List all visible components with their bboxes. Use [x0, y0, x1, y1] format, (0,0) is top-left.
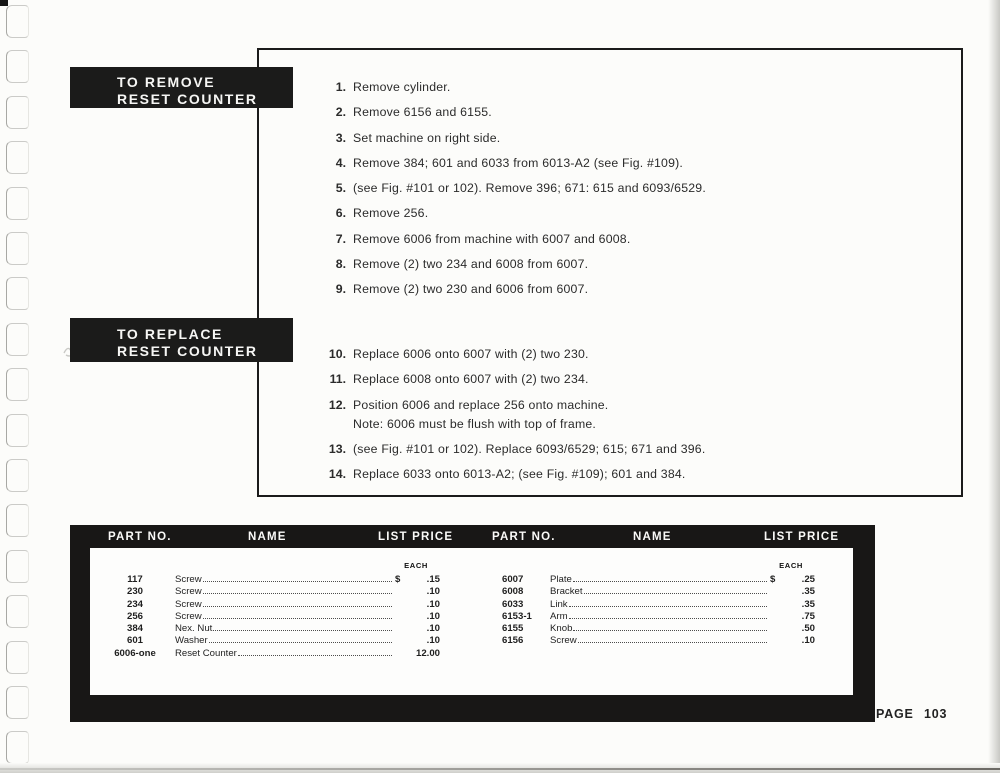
col-header-list-price-right: LIST PRICE	[764, 531, 840, 543]
instruction-step	[325, 282, 945, 296]
table-row	[498, 585, 815, 597]
remove-steps-list	[325, 80, 945, 308]
table-body-panel	[90, 548, 853, 695]
step-text: Replace 6033 onto 6013-A2; (see Fig. #109); 601 and 384.	[353, 467, 686, 482]
binding-holes	[0, 0, 40, 773]
currency-sign: $	[770, 574, 776, 585]
part-name: Washer	[175, 635, 208, 647]
page-edge-line-bottom	[0, 768, 1000, 770]
part-price: .35	[801, 586, 815, 598]
part-price: .10	[426, 598, 440, 610]
instruction-step	[325, 156, 945, 170]
parts-rows-right	[498, 573, 815, 647]
table-row	[498, 622, 815, 634]
step-number: 9.	[335, 282, 346, 297]
instruction-step	[325, 80, 945, 94]
instruction-step	[325, 372, 945, 386]
part-name: Arm	[550, 610, 568, 622]
step-number: 5.	[335, 181, 346, 196]
dot-leader	[573, 573, 767, 582]
dot-leader	[203, 610, 392, 619]
part-name: Screw	[175, 574, 202, 585]
part-number: 6033	[502, 598, 524, 610]
step-number: 3.	[335, 130, 346, 145]
part-price: .10	[426, 586, 440, 598]
step-text: Remove (2) two 230 and 6006 from 6007.	[353, 282, 589, 297]
dot-leader	[584, 585, 767, 594]
binding-hole	[6, 232, 29, 265]
binding-hole	[6, 5, 29, 38]
binding-hole	[6, 459, 29, 492]
binding-hole	[6, 731, 29, 764]
table-row	[95, 622, 440, 634]
step-text: (see Fig. #101 or 102). Replace 6093/6529; 615; 671 and 396.	[353, 442, 706, 457]
instruction-step	[325, 398, 945, 432]
part-number: 6156	[502, 635, 524, 647]
part-number: 230	[126, 586, 143, 598]
part-name: Plate	[550, 574, 572, 585]
dot-leader	[569, 610, 767, 619]
instruction-step	[325, 467, 945, 481]
table-row	[95, 573, 440, 585]
part-price: .10	[426, 623, 440, 635]
step-text: Remove (2) two 234 and 6008 from 6007.	[353, 257, 589, 272]
part-price: .35	[801, 598, 815, 610]
heading-line-2: RESET COUNTER	[117, 91, 258, 107]
step-text: Remove 6006 from machine with 6007 and 6008.	[353, 231, 631, 246]
step-number: 1.	[335, 80, 346, 94]
part-number: 6007	[502, 574, 524, 585]
step-number: 7.	[335, 231, 346, 246]
binding-hole	[6, 187, 29, 220]
binding-hole	[6, 50, 29, 83]
binding-hole	[6, 141, 29, 174]
step-number: 14.	[328, 467, 346, 482]
part-number: 601	[126, 635, 143, 647]
page-edge-shadow-right	[988, 0, 1000, 773]
currency-sign: $	[395, 574, 401, 585]
instruction-step	[325, 347, 945, 361]
part-number: 384	[126, 623, 143, 635]
each-label-right: EACH	[779, 561, 803, 570]
part-name: Knob	[550, 623, 573, 635]
heading-line-1: TO REMOVE	[117, 74, 216, 90]
table-row	[95, 634, 440, 646]
step-text: Remove 6156 and 6155.	[353, 105, 492, 120]
table-row	[498, 573, 815, 585]
part-price: .15	[426, 574, 440, 585]
part-price: .75	[801, 610, 815, 622]
scan-artifact-corner	[0, 0, 8, 6]
instruction-step	[325, 232, 945, 246]
step-text: Position 6006 and replace 256 onto machine.	[353, 397, 609, 412]
binding-hole	[6, 504, 29, 537]
part-number: 117	[127, 574, 143, 585]
binding-hole	[6, 595, 29, 628]
part-number: 6155	[502, 623, 524, 635]
binding-hole	[6, 368, 29, 401]
step-number: 12.	[328, 397, 346, 412]
dot-leader	[203, 598, 392, 607]
part-name: Screw	[175, 610, 202, 622]
step-text: (see Fig. #101 or 102). Remove 396; 671: 615 and 6093/6529.	[353, 181, 706, 196]
part-price: 12.00	[415, 647, 440, 659]
binding-hole	[6, 414, 29, 447]
page-number: PAGE 103	[876, 707, 948, 721]
step-text: Remove 256.	[353, 206, 429, 221]
binding-hole	[6, 277, 29, 310]
step-text: Remove 384; 601 and 6033 from 6013-A2 (see Fig. #109).	[353, 155, 684, 170]
part-price: .10	[426, 610, 440, 622]
part-price: .10	[801, 635, 815, 647]
replace-steps-list	[325, 347, 945, 493]
dot-leader	[203, 585, 392, 594]
step-number: 8.	[335, 257, 346, 272]
dot-leader	[238, 647, 392, 656]
part-number: 6153-1	[502, 610, 532, 622]
table-row	[498, 610, 815, 622]
step-text: Set machine on right side.	[353, 130, 501, 145]
part-name: Reset Counter	[175, 647, 237, 659]
part-name: Screw	[175, 598, 202, 610]
instruction-step	[325, 105, 945, 119]
heading-line-2: RESET COUNTER	[117, 343, 258, 359]
instruction-step	[325, 131, 945, 145]
dot-leader	[578, 634, 767, 643]
part-number: 234	[126, 598, 143, 610]
parts-column-left	[95, 560, 440, 659]
dot-leader	[203, 573, 392, 582]
col-header-name-right: NAME	[633, 531, 672, 543]
step-number: 2.	[335, 105, 346, 120]
instruction-step	[325, 257, 945, 271]
col-header-list-price-left: LIST PRICE	[378, 531, 454, 543]
part-number: 6008	[502, 586, 524, 598]
step-text: Replace 6008 onto 6007 with (2) two 234.	[353, 372, 589, 387]
step-text: Remove cylinder.	[353, 80, 451, 94]
binding-hole	[6, 641, 29, 674]
step-text: Replace 6006 onto 6007 with (2) two 230.	[353, 347, 589, 361]
step-number: 6.	[335, 206, 346, 221]
binding-hole	[6, 550, 29, 583]
part-number: 256	[126, 610, 143, 622]
part-name: Screw	[550, 635, 577, 647]
col-header-part-no-right: PART NO.	[492, 531, 556, 543]
col-header-name-left: NAME	[248, 531, 287, 543]
parts-price-table	[70, 525, 875, 722]
table-row	[95, 598, 440, 610]
section-heading-replace	[70, 318, 293, 362]
part-number: 6006-one	[114, 647, 156, 659]
dot-leader	[569, 598, 767, 607]
section-heading-remove	[70, 67, 293, 108]
part-price: .50	[801, 623, 815, 635]
parts-column-right	[498, 560, 815, 647]
binding-hole	[6, 323, 29, 356]
dot-leader	[573, 622, 767, 631]
step-number: 13.	[328, 442, 346, 457]
heading-line-1: TO REPLACE	[117, 326, 223, 342]
instruction-step	[325, 442, 945, 456]
table-row	[498, 598, 815, 610]
table-row	[95, 647, 440, 659]
parts-rows-left	[95, 573, 440, 659]
step-note: Note: 6006 must be flush with top of frame.	[353, 416, 597, 431]
part-name: Link	[550, 598, 568, 610]
binding-hole	[6, 96, 29, 129]
instruction-step	[325, 181, 945, 195]
step-number: 4.	[335, 155, 346, 170]
step-number: 10.	[328, 347, 346, 361]
step-number: 11.	[329, 372, 346, 387]
part-name: Bracket	[550, 586, 583, 598]
dot-leader	[209, 634, 392, 643]
part-price: .25	[801, 574, 815, 585]
instruction-step	[325, 206, 945, 220]
binding-hole	[6, 686, 29, 719]
part-name: Nex. Nut	[175, 623, 213, 635]
table-row	[95, 610, 440, 622]
part-name: Screw	[175, 586, 202, 598]
table-row	[498, 634, 815, 646]
table-row	[95, 585, 440, 597]
col-header-part-no-left: PART NO.	[108, 531, 172, 543]
dot-leader	[213, 622, 392, 631]
part-price: .10	[426, 635, 440, 647]
each-label-left: EACH	[404, 561, 428, 570]
